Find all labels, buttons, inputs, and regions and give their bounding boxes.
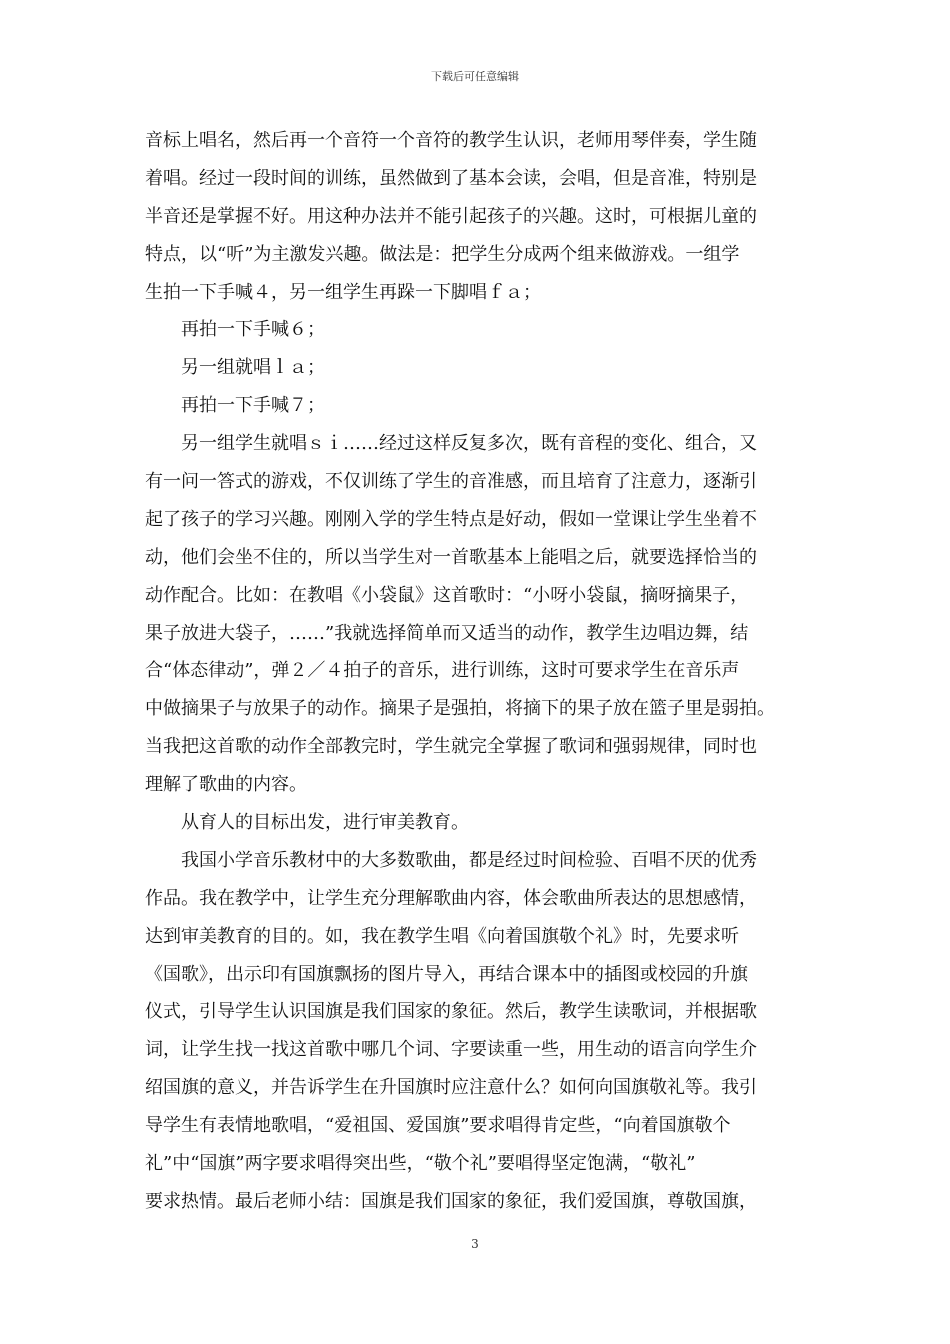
text-line: 作品。我在教学中，让学生充分理解歌曲内容，体会歌曲所表达的思想感情， (145, 887, 757, 909)
text-line: 动，他们会坐不住的，所以当学生对一首歌基本上能唱之后，就要选择恰当的 (145, 546, 757, 568)
text-line: 动作配合。比如：在教唱《小袋鼠》这首歌时：“小呀小袋鼠，摘呀摘果子， (145, 584, 749, 606)
text-line: 另一组就唱ｌａ； (181, 357, 325, 379)
text-line: 生拍一下手喊４，另一组学生再跺一下脚唱ｆａ； (145, 281, 541, 303)
text-line: 从育人的目标出发，进行审美教育。 (181, 812, 469, 834)
page-header: 下载后可任意编辑 (431, 70, 519, 83)
text-line: 中做摘果子与放果子的动作。摘果子是强拍，将摘下的果子放在篮子里是弱拍。 (145, 698, 775, 720)
text-line: 起了孩子的学习兴趣。刚刚入学的学生特点是好动，假如一堂课让学生坐着不 (145, 508, 757, 530)
text-line: 有一问一答式的游戏，不仅训练了学生的音准感，而且培育了注意力，逐渐引 (145, 471, 757, 493)
text-line: 词，让学生找一找这首歌中哪几个词、字要读重一些，用生动的语言向学生介 (145, 1039, 757, 1061)
text-line: 《国歌》，出示印有国旗飘扬的图片导入，再结合课本中的插图或校园的升旗 (145, 963, 748, 985)
text-line: 另一组学生就唱ｓｉ……经过这样反复多次，既有音程的变化、组合，又 (181, 433, 757, 455)
text-line: 理解了歌曲的内容。 (145, 774, 307, 796)
text-line: 果子放进大袋子，……”我就选择简单而又适当的动作，教学生边唱边舞，结 (145, 622, 749, 644)
text-line: 要求热情。最后老师小结：国旗是我们国家的象征，我们爱国旗，尊敬国旗， (145, 1190, 757, 1212)
text-line: 音标上唱名，然后再一个音符一个音符的教学生认识，老师用琴伴奏，学生随 (145, 130, 757, 151)
text-line: 绍国旗的意义，并告诉学生在升国旗时应注意什么？如何向国旗敬礼等。我引 (145, 1077, 757, 1099)
text-line: 着唱。经过一段时间的训练，虽然做到了基本会读，会唱，但是音准，特别是 (145, 167, 757, 189)
text-line: 再拍一下手喊７； (181, 395, 325, 417)
text-line: 我国小学音乐教材中的大多数歌曲，都是经过时间检验、百唱不厌的优秀 (181, 849, 757, 871)
document-body (145, 122, 820, 1221)
text-line: 当我把这首歌的动作全部教完时，学生就完全掌握了歌词和强弱规律，同时也 (145, 736, 757, 758)
text-line: 合“体态律动”，弹２／４拍子的音乐，进行训练，这时可要求学生在音乐声 (145, 660, 740, 682)
page-number: 3 (471, 1237, 479, 1251)
text-line: 礼”中“国旗”两字要求唱得突出些，“敬个礼”要唱得坚定饱满，“敬礼” (145, 1153, 696, 1175)
text-line: 达到审美教育的目的。如，我在教学生唱《向着国旗敬个礼》时，先要求听 (145, 925, 739, 947)
text-line: 导学生有表情地歌唱，“爱祖国、爱国旗”要求唱得肯定些，“向着国旗敬个 (145, 1115, 731, 1137)
text-line: 仪式，引导学生认识国旗是我们国家的象征。然后，教学生读歌词，并根据歌 (145, 1001, 757, 1023)
text-line: 再拍一下手喊６； (181, 319, 325, 341)
text-line: 半音还是掌握不好。用这种办法并不能引起孩子的兴趣。这时，可根据儿童的 (145, 205, 757, 227)
text-line: 特点，以“听”为主激发兴趣。做法是：把学生分成两个组来做游戏。一组学 (145, 243, 740, 265)
